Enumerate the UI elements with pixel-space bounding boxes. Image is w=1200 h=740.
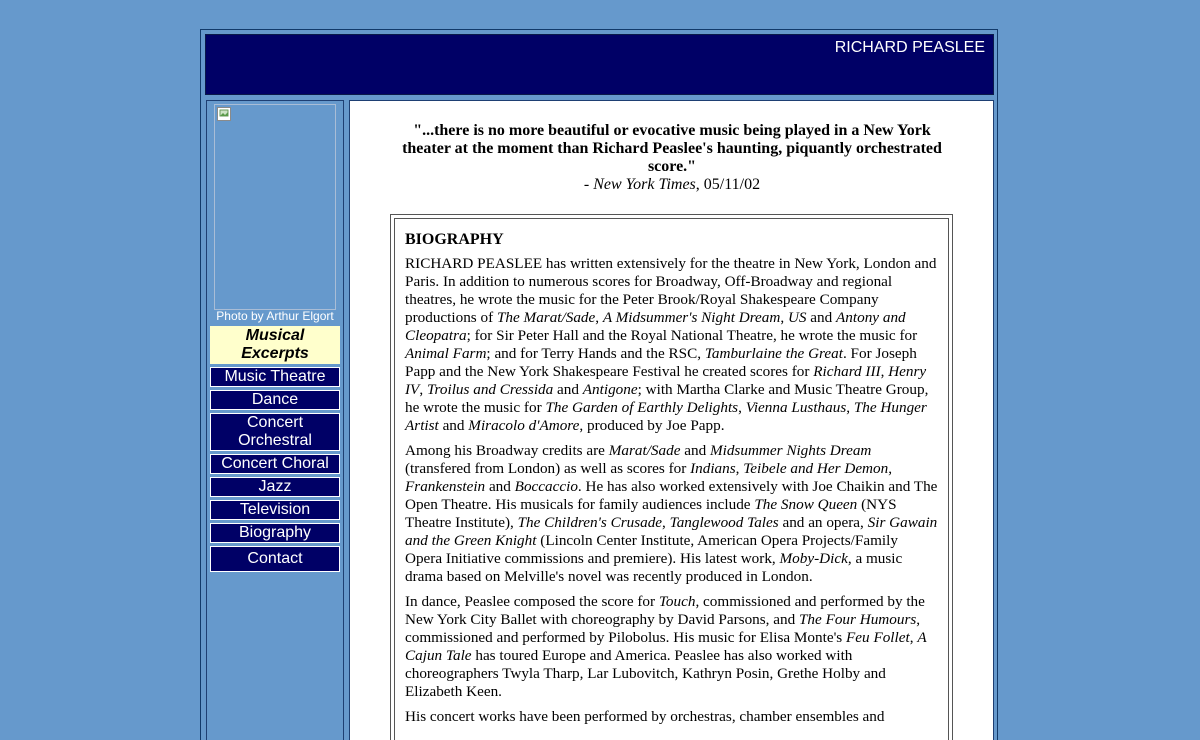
work-title: Richard III xyxy=(813,363,881,380)
nav-concert-choral[interactable]: Concert Choral xyxy=(210,454,340,474)
bio-text: , xyxy=(780,309,788,326)
bio-text: , xyxy=(846,399,854,416)
bio-text: and xyxy=(485,478,515,495)
quote-source: New York Times xyxy=(593,176,696,193)
bio-text: , xyxy=(662,514,670,531)
work-title: Feu Follet xyxy=(846,629,910,646)
bio-text: . He has also worked extensively with Joe Chaikin and The Open Theatre. His musicals for family audiences include xyxy=(405,478,938,513)
work-title: Miracolo d'Amore xyxy=(468,417,580,434)
bio-text: In dance, Peaslee composed the score for xyxy=(405,593,659,610)
nav-music-theatre[interactable]: Music Theatre xyxy=(210,367,340,387)
broken-image-icon xyxy=(217,107,231,121)
work-title: The Hunger Artist xyxy=(405,399,927,434)
bio-text: has toured Europe and America. Peaslee has also worked with choreographers Twyla Tharp, Lar Lubovitch, Kathryn Posin, Grethe Holby and Elizabeth Keen. xyxy=(405,647,886,700)
bio-text: , xyxy=(595,309,603,326)
bio-text: and an opera, xyxy=(778,514,868,531)
work-title: Indians xyxy=(690,460,736,477)
bio-text: , xyxy=(735,460,744,477)
bio-text: and xyxy=(680,442,710,459)
bio-paragraph-4: His concert works have been performed by orchestras, chamber ensembles and xyxy=(405,708,885,725)
nav-contact[interactable]: Contact xyxy=(210,546,340,572)
work-title: The Children's Crusade xyxy=(517,514,663,531)
biography-heading: BIOGRAPHY xyxy=(405,231,504,248)
bio-text: , xyxy=(419,381,427,398)
bio-text: and xyxy=(553,381,583,398)
work-title: Henry IV xyxy=(405,363,927,398)
work-title: Boccaccio xyxy=(514,478,578,495)
work-title: The Garden of Earthly Delights xyxy=(545,399,739,416)
bio-text: , produced by Joe Papp. xyxy=(579,417,725,434)
bio-text: ; for Sir Peter Hall and the Royal National Theatre, he wrote the music for xyxy=(466,327,918,344)
work-title: Vienna Lusthaus xyxy=(745,399,847,416)
bio-paragraph-1 xyxy=(405,255,938,435)
photo-credit: Photo by Arthur Elgort xyxy=(216,309,334,323)
bio-text: , commissioned and performed by the New York City Ballet with choreography by David Parsons, and xyxy=(405,593,925,628)
biography-box xyxy=(390,214,953,740)
work-title: The Four Humours xyxy=(798,611,917,628)
bio-text: and xyxy=(438,417,469,434)
bio-text: Among his Broadway credits are xyxy=(405,442,609,459)
work-title: Frankenstein xyxy=(405,478,486,495)
bio-text: , xyxy=(738,399,746,416)
portrait-photo xyxy=(214,104,336,310)
bio-text: (transfered from London) as well as scores for xyxy=(405,460,691,477)
nav-biography[interactable]: Biography xyxy=(210,523,340,543)
biography-inner xyxy=(394,218,949,740)
press-quote xyxy=(400,122,944,194)
bio-text: RICHARD PEASLEE has written extensively for the theatre in New York, London and Paris. In addition to numerous scores for Broadway, Off-Broadway and regional theatres, he wrote the music for the Peter Brook/Royal Shakespeare Company productions of xyxy=(405,255,937,326)
work-title: US xyxy=(787,309,807,326)
bio-text: . For Joseph Papp and the New York Shakespeare Festival he created scores for xyxy=(405,345,917,380)
work-title: Touch xyxy=(658,593,696,610)
work-title: The Marat/Sade xyxy=(496,309,596,326)
work-title: Tamburlaine the Great xyxy=(704,345,843,362)
bio-text: ; with Martha Clarke and Music Theatre Group, he wrote the music for xyxy=(405,381,929,416)
quote-dash: - xyxy=(583,176,594,193)
work-title: A Cajun Tale xyxy=(405,629,927,664)
work-title: Teibele and Her Demon xyxy=(743,460,889,477)
work-title: Troilus and Cressida xyxy=(426,381,554,398)
bio-text: , a music drama based on Melville's novel was recently produced in London. xyxy=(405,550,903,585)
bio-paragraph-3 xyxy=(405,593,938,701)
nav-concert-orchestral[interactable]: Concert Orchestral xyxy=(210,413,340,451)
bio-text: (Lincoln Center Institute, American Opera Projects/Family Opera Initiative commissions and premiere). His latest work, xyxy=(405,532,898,567)
work-title: Moby-Dick xyxy=(779,550,848,567)
work-title: Marat/Sade xyxy=(608,442,681,459)
bio-text: (NYS Theatre Institute), xyxy=(405,496,897,531)
quote-text: "...there is no more beautiful or evocative music being played in a New York theater at the moment than Richard Peaslee's haunting, piquantly orchestrated score." xyxy=(402,122,942,175)
work-title: Antony and Cleopatra xyxy=(405,309,906,344)
work-title: Midsummer Nights Dream xyxy=(709,442,872,459)
bio-text: , xyxy=(888,460,893,477)
bio-paragraph-2 xyxy=(405,442,938,586)
nav-jazz[interactable]: Jazz xyxy=(210,477,340,497)
bio-text: , xyxy=(880,363,889,380)
work-title: Tanglewood Tales xyxy=(669,514,779,531)
work-title: Sir Gawain and the Green Knight xyxy=(405,514,938,549)
bio-text: , xyxy=(909,629,918,646)
site-title: RICHARD PEASLEE xyxy=(834,39,985,56)
work-title: Antigone xyxy=(582,381,638,398)
nav-dance[interactable]: Dance xyxy=(210,390,340,410)
work-title: Animal Farm xyxy=(405,345,487,362)
work-title: A Midsummer's Night Dream xyxy=(602,309,781,326)
nav-musical-excerpts[interactable]: Musical Excerpts xyxy=(210,326,340,364)
work-title: The Snow Queen xyxy=(754,496,858,513)
bio-text: , commissioned and performed by Pilobolus. His music for Elisa Monte's xyxy=(405,611,921,646)
bio-text: and xyxy=(806,309,837,326)
nav-television[interactable]: Television xyxy=(210,500,340,520)
main-nav xyxy=(210,326,340,575)
bio-text: ; and for Terry Hands and the RSC, xyxy=(486,345,705,362)
site-header xyxy=(205,34,994,95)
quote-date: , 05/11/02 xyxy=(695,176,761,193)
